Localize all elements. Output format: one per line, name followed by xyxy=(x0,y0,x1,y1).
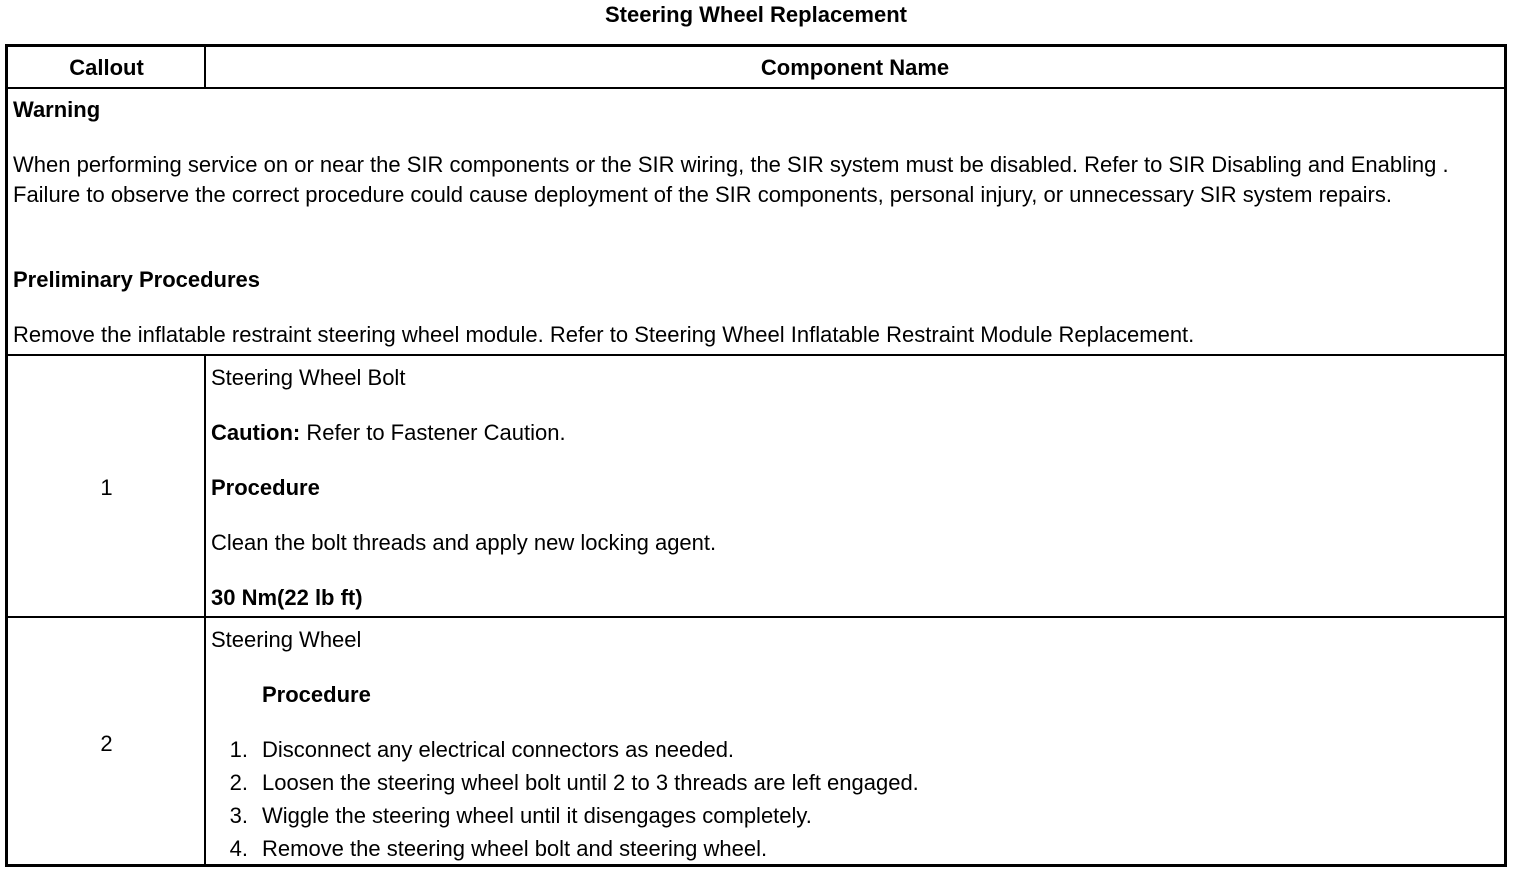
caution-line xyxy=(211,418,566,448)
row-divider-1 xyxy=(8,616,1504,618)
list-item: 1. Disconnect any electrical connectors as needed. xyxy=(229,737,735,762)
component-name-1: Steering Wheel Bolt xyxy=(211,365,406,390)
row-divider-warning xyxy=(8,354,1504,356)
list-item: 4. Remove the steering wheel bolt and steering wheel. xyxy=(229,836,768,861)
caution-text: Refer to Fastener Caution. xyxy=(300,420,566,445)
procedure-steps xyxy=(229,733,919,865)
list-item: 2. Loosen the steering wheel bolt until 2 to 3 threads are left engaged. xyxy=(229,770,919,795)
preliminary-heading: Preliminary Procedures xyxy=(13,267,261,292)
page-title: Steering Wheel Replacement xyxy=(605,2,907,27)
torque-spec: 30 Nm(22 lb ft) xyxy=(211,585,363,610)
list-item: 3. Wiggle the steering wheel until it disengages completely. xyxy=(229,803,812,828)
procedure-table xyxy=(5,44,1507,867)
component-name-2: Steering Wheel xyxy=(211,627,362,652)
warning-text: When performing service on or near the SIR components or the SIR wiring, the SIR system must be disabled. Refer to SIR Disabling and Enabling . Failure to observe the correct procedure could cause deployment of the SIR components, personal injury, or unnecessary SIR system repairs. xyxy=(13,152,1449,207)
header-callout: Callout xyxy=(69,55,144,80)
procedure-heading-1: Procedure xyxy=(211,475,320,500)
callout-2: 2 xyxy=(100,731,113,756)
callout-1: 1 xyxy=(100,475,113,500)
warning-heading: Warning xyxy=(13,97,101,122)
caution-label: Caution: xyxy=(211,420,301,445)
procedure-text-1: Clean the bolt threads and apply new locking agent. xyxy=(211,530,717,555)
preliminary-text: Remove the inflatable restraint steering wheel module. Refer to Steering Wheel Inflatable Restraint Module Replacement. xyxy=(13,322,1195,347)
procedure-heading-2: Procedure xyxy=(262,682,371,707)
header-component-name: Component Name xyxy=(760,55,950,80)
column-divider-body xyxy=(204,354,206,864)
